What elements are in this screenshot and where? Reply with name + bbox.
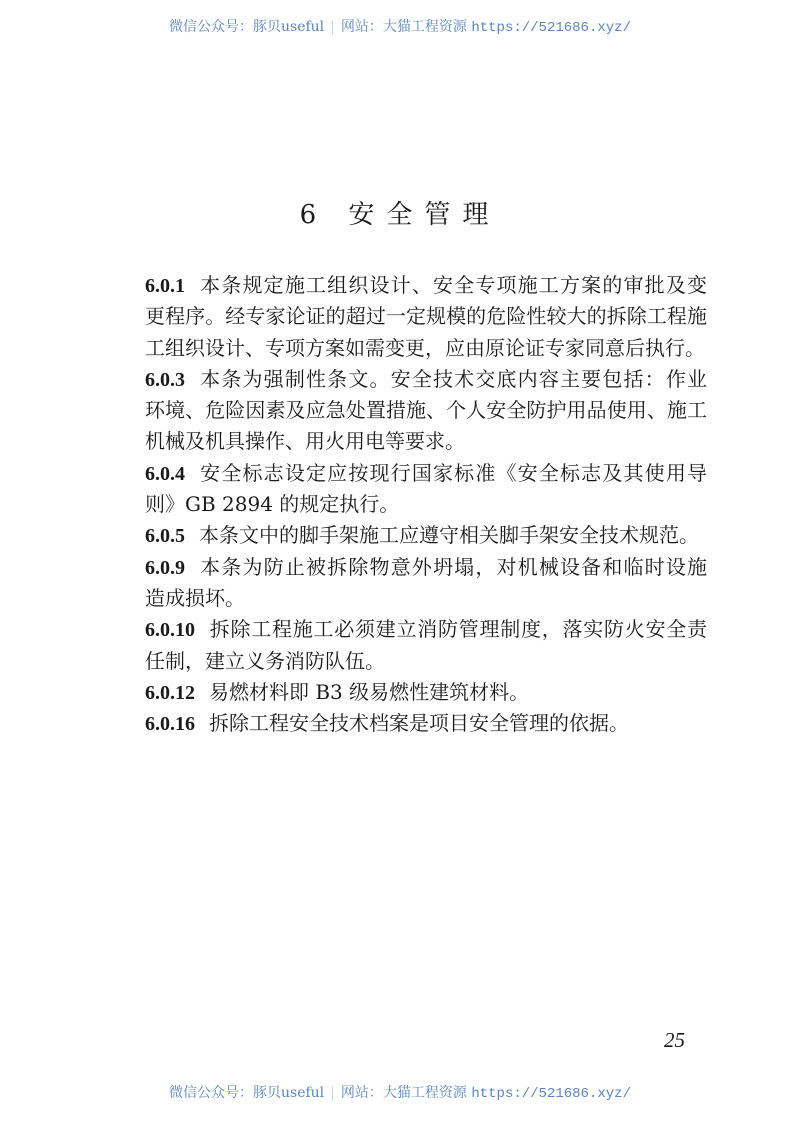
clause-line (145, 583, 707, 614)
watermark-url[interactable]: https://521686.xyz/ (471, 20, 631, 36)
clause-text: 易燃材料即 B3 级易燃性建筑材料。 (209, 679, 530, 704)
clause-list (145, 270, 707, 739)
watermark-wechat: 微信公众号：豚贝useful (169, 1085, 325, 1101)
clause-text: 安全标志设定应按现行国家标准《安全标志及其使用导 (199, 460, 707, 485)
clause-line (145, 646, 707, 677)
clause-line (145, 426, 707, 457)
watermark-site: 网站：大猫工程资源 (340, 1085, 467, 1101)
clause-text: 本条为强制性条文。安全技术交底内容主要包括：作业 (199, 366, 707, 391)
watermark-separator: | (330, 19, 335, 35)
clause (145, 708, 707, 739)
watermark-separator: | (330, 1085, 335, 1101)
clause-text: 机械及机具操作、用火用电等要求。 (145, 429, 465, 454)
clause-line (145, 552, 707, 583)
watermark-footer (0, 1082, 800, 1102)
clause-line (145, 489, 707, 520)
watermark-header (0, 16, 800, 36)
clause-number: 6.0.1 (145, 275, 185, 297)
clause-line (145, 270, 707, 301)
watermark-url[interactable]: https://521686.xyz/ (471, 1086, 631, 1102)
clause-number: 6.0.9 (145, 556, 185, 579)
clause-text: 本条为防止被拆除物意外坍塌，对机械设备和临时设施 (199, 554, 707, 579)
clause (145, 458, 707, 521)
clause (145, 520, 707, 551)
clause-text: 工组织设计、专项方案如需变更，应由原论证专家同意后执行。 (145, 335, 705, 360)
clause (145, 614, 707, 677)
clause-text: 更程序。经专家论证的超过一定规模的危险性较大的拆除工程施 (145, 304, 707, 329)
clause (145, 270, 707, 364)
clause-line (145, 520, 707, 551)
watermark-wechat: 微信公众号：豚贝useful (169, 19, 325, 35)
clause-number: 6.0.3 (145, 368, 185, 391)
clause-text: 则》GB 2894 的规定执行。 (145, 492, 400, 517)
clause-text: 环境、危险因素及应急处置措施、个人安全防护用品使用、施工 (145, 398, 707, 423)
clause (145, 552, 707, 615)
clause-number: 6.0.5 (145, 525, 185, 548)
clause-line (145, 364, 707, 395)
clause-text: 拆除工程安全技术档案是项目安全管理的依据。 (209, 711, 629, 736)
clause-line (145, 708, 707, 739)
clause-number: 6.0.12 (145, 681, 195, 704)
clause-number: 6.0.10 (145, 619, 195, 642)
chapter-title: 6 安全管理 (299, 200, 501, 230)
page-number: 25 (664, 1028, 685, 1052)
clause-line (145, 395, 707, 426)
clause-text: 本条文中的脚手架施工应遵守相关脚手架安全技术规范。 (199, 523, 699, 548)
clause-line (145, 677, 707, 708)
clause-text: 造成损坏。 (145, 585, 245, 610)
clause-line (145, 333, 707, 364)
clause-text: 任制，建立义务消防队伍。 (145, 648, 385, 673)
clause (145, 364, 707, 458)
watermark-site: 网站：大猫工程资源 (340, 19, 467, 35)
clause (145, 677, 707, 708)
clause-text: 拆除工程施工必须建立消防管理制度，落实防火安全责 (209, 617, 707, 642)
clause-line (145, 458, 707, 489)
clause-number: 6.0.16 (145, 713, 195, 736)
clause-text: 本条规定施工组织设计、安全专项施工方案的审批及变 (199, 273, 707, 297)
clause-number: 6.0.4 (145, 462, 185, 485)
clause-line (145, 614, 707, 645)
clause-line (145, 301, 707, 332)
